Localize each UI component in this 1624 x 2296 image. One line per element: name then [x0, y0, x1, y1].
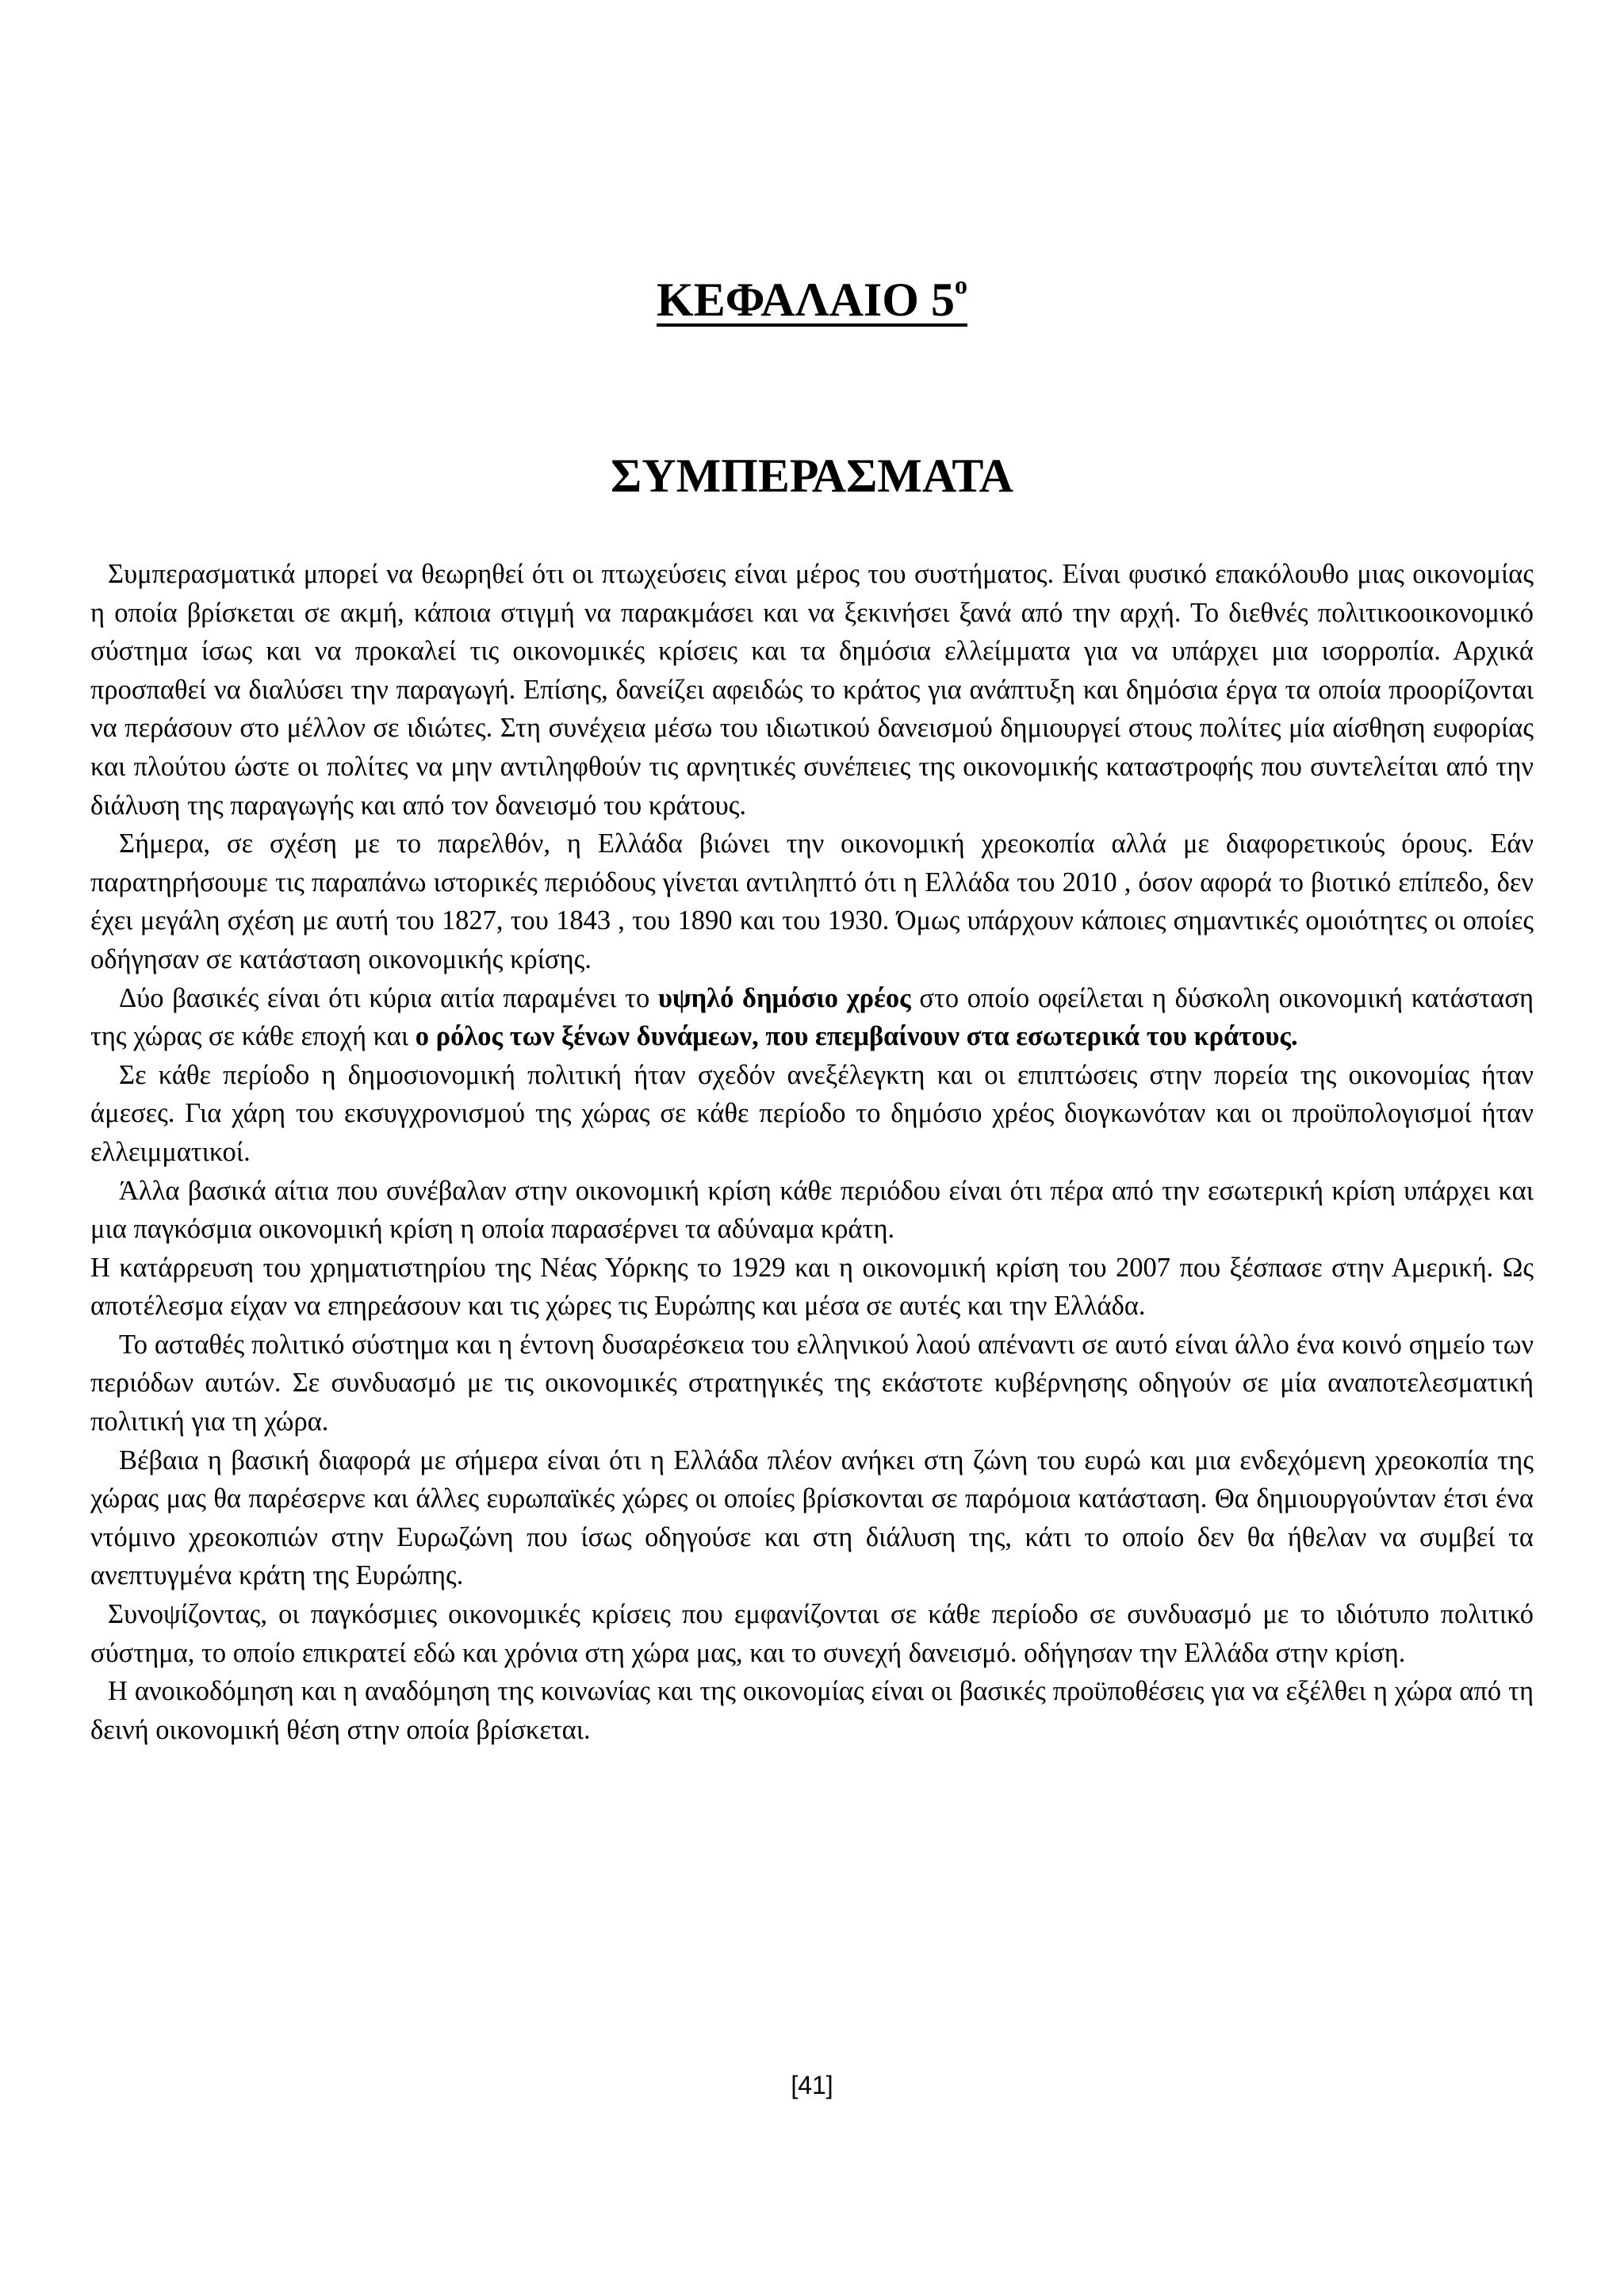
- paragraph-9: Συνοψίζοντας, οι παγκόσμιες οικονομικές κρίσεις που εμφανίζονται σε κάθε περίοδο σε συνδυασμό με το ιδιότυπο πολιτικό σύστημα, το οποίο επικρατεί εδώ και χρόνια στη χώρα μας, και το συνεχή δανεισμό. οδήγησαν την Ελλάδα στην κρίση.: [90, 1599, 1534, 1668]
- paragraph-1: Συμπερασματικά μπορεί να θεωρηθεί ότι οι πτωχεύσεις είναι μέρος του συστήματος. Είναι φυσικό επακόλουθο μιας οικονομίας η οποία βρίσκεται σε ακμή, κάποια στιγμή να παρακμάσει και να ξεκινήσει ξανά από την αρχή. Το διεθνές πολιτικοοικονομικό σύστημα ίσως και να προκαλεί τις οικονομικές κρίσεις και τα δημόσια ελλείμματα για να υπάρχει μια ισορροπία. Αρχικά προσπαθεί να διαλύσει την παραγωγή. Επίσης, δανείζει αφειδώς το κράτος για ανάπτυξη και δημόσια έργα τα οποία προορίζονται να περάσουν στο μέλλον σε ιδιώτες. Στη συνέχεια μέσω του ιδιωτικού δανεισμού δημιουργεί στους πολίτες μία αίσθηση ευφορίας και πλούτου ώστε οι πολίτες να μην αντιληφθούν τις αρνητικές συνέπειες της οικονομικής καταστροφής που συντελείται από την διάλυση της παραγωγής και από τον δανεισμό του κράτους.: [90, 559, 1534, 821]
- paragraph-5: Άλλα βασικά αίτια που συνέβαλαν στην οικονομική κρίση κάθε περιόδου είναι ότι πέρα από την εσωτερική κρίση υπάρχει και μια παγκόσμια οικονομική κρίση η οποία παρασέρνει τα αδύναμα κράτη.: [90, 1175, 1534, 1245]
- paragraph-3-text-b: στο οποίο οφείλεται η δύσκολη οικονομική κατάσταση της χώρας σε κάθε εποχή και: [90, 982, 1534, 1052]
- paragraph-10: Η ανοικοδόμηση και η αναδόμηση της κοινωνίας και της οικονομίας είναι οι βασικές προϋποθέσεις για να εξέλθει η χώρα από τη δεινή οικονομική θέση στην οποία βρίσκεται.: [90, 1676, 1534, 1745]
- paragraph-7: Το ασταθές πολιτικό σύστημα και η έντονη δυσαρέσκεια του ελληνικού λαού απέναντι σε αυτό είναι άλλο ένα κοινό σημείο των περιόδων αυτών. Σε συνδυασμό με τις οικονομικές στρατηγικές της εκάστοτε κυβέρνησης οδηγούν σε μία αναποτελεσματική πολιτική για τη χώρα.: [90, 1329, 1534, 1437]
- chapter-heading: [0, 268, 1624, 331]
- chapter-ordinal-suffix: ο: [954, 270, 967, 299]
- paragraph-4: Σε κάθε περίοδο η δημοσιονομική πολιτική ήταν σχεδόν ανεξέλεγκτη και οι επιπτώσεις στην πορεία της οικονομίας ήταν άμεσες. Για χάρη του εκσυγχρονισμού της χώρας σε κάθε περίοδο το δημόσιο χρέος διογκωνόταν και οι προϋπολογισμοί ήταν ελλειμματικοί.: [90, 1059, 1534, 1167]
- paragraph-6: Η κατάρρευση του χρηματιστηρίου της Νέας Υόρκης το 1929 και η οικονομική κρίση του 2007 που ξέσπασε στην Αμερική. Ως αποτέλεσμα είχαν να επηρεάσουν και τις χώρες τις Ευρώπης και μέσα σε αυτές και την Ελλάδα.: [90, 1252, 1534, 1322]
- paragraph-3: [90, 979, 1534, 1056]
- paragraph-8: Βέβαια η βασική διαφορά με σήμερα είναι ότι η Ελλάδα πλέον ανήκει στη ζώνη του ευρώ και μια ενδεχόμενη χρεοκοπία της χώρας μας θα παρέσερνε και άλλες ευρωπαϊκές χώρες οι οποίες βρίσκονται σε παρόμοια κατάσταση. Θα δημιουργούνταν έτσι ένα ντόμινο χρεοκοπιών στην Ευρωζώνη που ίσως οδηγούσε και στη διάλυση της, κάτι το οποίο δεν θα ήθελαν να συμβεί τα ανεπτυγμένα κράτη της Ευρώπης.: [90, 1445, 1534, 1591]
- paragraph-2: Σήμερα, σε σχέση με το παρελθόν, η Ελλάδα βιώνει την οικονομική χρεοκοπία αλλά με διαφορετικούς όρους. Εάν παρατηρήσουμε τις παραπάνω ιστορικές περιόδους γίνεται αντιληπτό ότι η Ελλάδα του 2010 , όσον αφορά το βιοτικό επίπεδο, δεν έχει μεγάλη σχέση με αυτή του 1827, του 1843 , του 1890 και του 1930. Όμως υπάρχουν κάποιες σημαντικές ομοιότητες οι οποίες οδήγησαν σε κατάσταση οικονομικής κρίσης.: [90, 828, 1534, 974]
- chapter-label: ΚΕΦΑΛΑΙΟ 5: [657, 274, 955, 326]
- body-text: [90, 555, 1534, 1749]
- paragraph-3-bold-foreign-powers: ο ρόλος των ξένων δυνάμεων, που επεμβαίνουν στα εσωτερικά του κράτους.: [415, 1021, 1298, 1052]
- section-title: ΣΥΜΠΕΡΑΣΜΑΤΑ: [611, 450, 1013, 502]
- page-number: [41]: [791, 2071, 833, 2099]
- paragraph-3-bold-public-debt: υψηλό δημόσιο χρέος: [657, 982, 911, 1013]
- paragraph-3-text-a: Δύο βασικές είναι ότι κύρια αιτία παραμένει το: [119, 982, 658, 1013]
